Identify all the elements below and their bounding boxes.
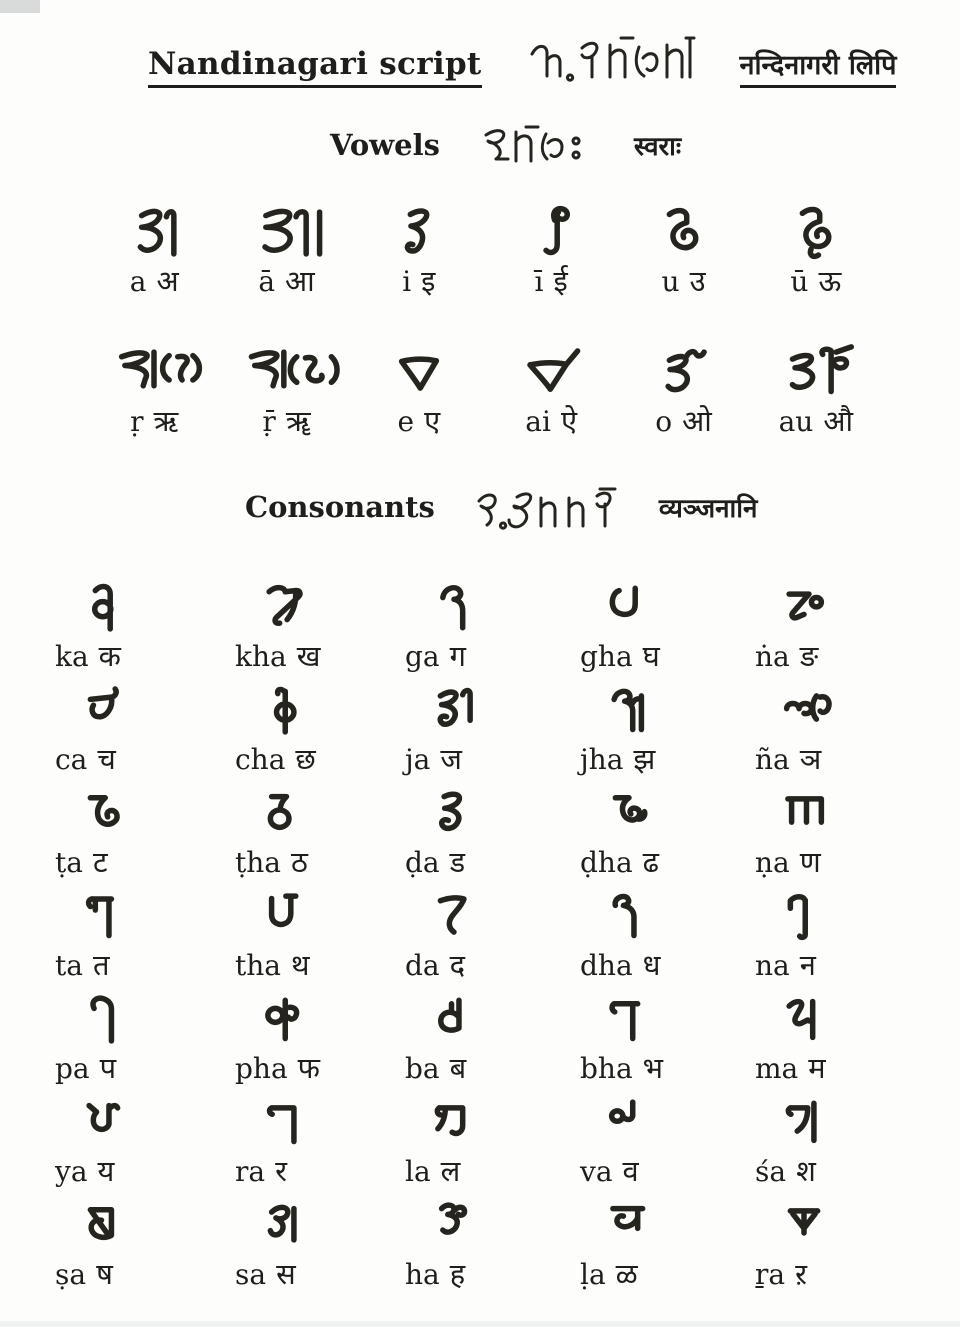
transliteration-text: ma [755,1052,799,1086]
letter-label [55,1155,114,1188]
devanagari-letter: क [98,639,121,674]
letter-cell-ū [750,204,882,298]
nandinagari-glyph-ttha [253,785,315,843]
nandinagari-glyph-ra [253,1094,315,1152]
letter-cell-ba [405,983,580,1086]
letter-label [755,1155,816,1188]
transliteration-text: dha [580,949,633,983]
transliteration-text: ṭa [55,846,83,880]
letter-label [405,1155,460,1188]
letter-label [525,405,577,438]
nandinagari-glyph-e [388,344,450,402]
letter-cell-na [755,880,960,983]
devanagari-letter: छ [295,742,316,777]
letter-label [398,405,441,438]
transliteration-text: kha [235,640,287,674]
devanagari-letter: व [622,1154,639,1189]
nandinagari-glyph-i [388,204,450,262]
nandinagari-glyph-rrv [232,344,340,402]
letter-label [580,1258,638,1291]
devanagari-letter: ए [424,404,441,439]
vowels-heading-devanagari: स्वराः [633,132,682,162]
devanagari-letter: ॠ [285,404,311,439]
nandinagari-glyph-ja [423,682,485,740]
letter-label [580,846,659,879]
devanagari-letter: ग [449,639,466,674]
letter-cell-ḍa [405,777,580,880]
letter-label [405,640,466,673]
consonants-heading-handwritten-glyph [473,481,621,533]
nandinagari-glyph-ssa [73,1197,135,1255]
transliteration-text: ṇa [755,846,790,880]
transliteration-text: tha [235,949,281,983]
devanagari-letter: च [97,742,116,777]
consonants-heading-row [0,481,960,533]
letter-cell-i [353,204,485,298]
devanagari-letter: ऱ [795,1257,807,1292]
letter-cell-tha [235,880,405,983]
letter-label [755,949,816,982]
letter-cell-ṝ [220,344,352,438]
transliteration-text: da [405,949,440,983]
transliteration-text: ga [405,640,440,674]
transliteration-text: ḍha [580,846,633,880]
letter-label [535,265,568,298]
letter-cell-ṅa [755,571,960,674]
consonants-heading: Consonants [245,489,435,524]
letter-cell-o [617,344,749,438]
nandinagari-glyph-pa [73,991,135,1049]
transliteration-text: ra [235,1155,266,1189]
nandinagari-glyph-ma [773,991,835,1049]
devanagari-letter: ण [799,845,821,880]
nandinagari-glyph-aa [244,204,328,262]
letter-label [580,1052,663,1085]
letter-cell-ṭa [55,777,235,880]
devanagari-letter: उ [689,264,706,298]
letter-cell-ca [55,674,235,777]
devanagari-letter: ट [92,845,108,880]
letter-cell-ai [485,344,617,438]
letter-label [235,846,308,879]
letter-cell-ṣa [55,1189,235,1292]
devanagari-letter: ऊ [818,264,842,298]
letter-label [55,1258,113,1291]
nandinagari-glyph-rra [773,1197,835,1255]
devanagari-letter: ऋ [153,404,179,439]
letter-cell-ṇa [755,777,960,880]
transliteration-text: jha [580,743,624,777]
devanagari-letter: ल [440,1154,461,1189]
letter-cell-bha [580,983,755,1086]
transliteration-text: la [405,1155,431,1189]
devanagari-letter: फ [297,1051,321,1086]
devanagari-letter: त [92,948,110,983]
consonants-heading-devanagari: व्यञ्जनानि [658,493,758,524]
letter-label [55,1052,116,1085]
letter-cell-ā [220,204,352,298]
transliteration-text: śa [755,1155,787,1189]
nandinagari-glyph-o [652,344,714,402]
letter-label [55,846,108,879]
nandinagari-glyph-u [652,204,714,262]
nandinagari-glyph-dda [423,785,485,843]
letter-label [55,949,109,982]
letter-label [130,265,179,298]
nandinagari-glyph-nna [773,785,835,843]
devanagari-letter: औ [823,404,854,439]
letter-cell-ya [55,1086,235,1189]
letter-cell-ha [405,1189,580,1292]
transliteration-text: gha [580,640,633,674]
vowels-heading-handwritten-glyph [478,122,596,168]
transliteration-text: e [397,405,415,439]
letter-cell-ḷa [580,1189,755,1292]
transliteration-text: i [402,265,412,298]
page-title-devanagari: नन्दिनागरी लिपि [740,50,897,88]
devanagari-letter: ङ [799,639,819,674]
letter-cell-pha [235,983,405,1086]
letter-label [790,265,841,298]
nandinagari-glyph-ya [73,1094,135,1152]
nandinagari-glyph-ii [520,204,582,262]
nandinagari-glyph-kha [253,579,315,637]
transliteration-text: ī [534,265,544,298]
nandinagari-glyph-ha [423,1197,485,1255]
nandinagari-glyph-na [773,888,835,946]
devanagari-letter: ळ [615,1257,638,1292]
letter-cell-ṟa [755,1189,960,1292]
letter-label [235,743,316,776]
nandinagari-glyph-nga [773,579,835,637]
letter-cell-ña [755,674,960,777]
letter-cell-sa [235,1189,405,1292]
transliteration-text: ha [405,1258,440,1292]
devanagari-letter: ढ [642,845,659,880]
nandinagari-glyph-bha [598,991,660,1049]
letter-cell-ja [405,674,580,777]
letter-label [235,1052,320,1085]
transliteration-text: ba [405,1052,440,1086]
letter-label [405,743,462,776]
transliteration-text: ai [525,405,551,439]
transliteration-text: ya [55,1155,88,1189]
scan-edge-artifact [0,0,40,13]
page-title: Nandinagari script [148,47,482,88]
nandinagari-glyph-cha [253,682,315,740]
transliteration-text: a [129,265,147,298]
transliteration-text: na [755,949,790,983]
transliteration-text: ṛ [130,405,144,439]
devanagari-letter: ब [449,1051,467,1086]
letter-label [258,265,314,298]
transliteration-text: ca [55,743,88,777]
transliteration-text: cha [235,743,286,777]
transliteration-text: va [580,1155,613,1189]
nandinagari-glyph-sha [773,1094,835,1152]
nandinagari-glyph-da [423,888,485,946]
letter-cell-a [88,204,220,298]
devanagari-letter: ड [449,845,466,880]
letter-label [405,846,465,879]
nandinagari-glyph-tta [73,785,135,843]
transliteration-text: ka [55,640,89,674]
letter-cell-va [580,1086,755,1189]
transliteration-text: ū [790,265,809,298]
letter-cell-u [617,204,749,298]
devanagari-letter: झ [633,742,656,777]
letter-cell-kha [235,571,405,674]
letter-cell-dha [580,880,755,983]
vowel-table [0,204,960,439]
letter-label [580,1155,639,1188]
devanagari-letter: ज [440,742,462,777]
vowels-heading: Vowels [330,128,440,162]
scan-edge-artifact-bottom [0,1321,960,1327]
devanagari-letter: न [799,948,816,983]
devanagari-letter: ष [96,1257,113,1292]
transliteration-text: sa [235,1258,267,1292]
nandinagari-glyph-tha [253,888,315,946]
devanagari-letter: ऐ [560,404,577,439]
letter-cell-e [353,344,485,438]
nandinagari-glyph-sa [253,1197,315,1255]
letter-cell-ṛ [88,344,220,438]
letter-cell-gha [580,571,755,674]
letter-label [755,846,821,879]
letter-label [580,640,660,673]
letter-label [55,743,116,776]
nandinagari-glyph-gha [598,579,660,637]
transliteration-text: ṣa [55,1258,87,1292]
letter-label [755,640,818,673]
devanagari-letter: द [449,948,466,983]
nandinagari-glyph-rv [100,344,208,402]
nandinagari-glyph-ddha [598,785,660,843]
letter-label [755,1258,807,1291]
letter-label [130,405,178,438]
nandinagari-glyph-uu [785,204,847,262]
letter-cell-cha [235,674,405,777]
transliteration-text: ṟa [755,1258,786,1292]
nandinagari-glyph-lla [598,1197,660,1255]
letter-label [580,743,655,776]
devanagari-letter: थ [290,948,310,983]
nandinagari-glyph-va [598,1094,660,1152]
devanagari-letter: घ [642,639,660,674]
title-nandinagari-handwritten-glyph [526,30,696,88]
letter-label [580,949,661,982]
nandinagari-glyph-ai [516,344,586,402]
transliteration-text: au [778,405,814,439]
devanagari-letter: भ [642,1051,664,1086]
transliteration-text: ḷa [580,1258,606,1292]
transliteration-text: ta [55,949,83,983]
transliteration-text: o [655,405,673,439]
consonant-table [0,571,960,1292]
letter-cell-ī [485,204,617,298]
nandinagari-glyph-a [123,204,185,262]
transliteration-text: pa [55,1052,90,1086]
nandinagari-glyph-au [774,344,858,402]
letter-label [235,949,310,982]
devanagari-letter: अ [156,264,179,298]
devanagari-letter: ई [553,264,568,298]
devanagari-letter: ओ [682,404,712,439]
letter-cell-ta [55,880,235,983]
letter-label [235,1155,287,1188]
nandinagari-glyph-jha [598,682,660,740]
letter-cell-ra [235,1086,405,1189]
nandinagari-glyph-ca [73,682,135,740]
nandinagari-glyph-pha [253,991,315,1049]
nandinagari-glyph-ga [423,579,485,637]
transliteration-text: ṅa [755,640,790,674]
letter-label [405,1052,466,1085]
nandinagari-glyph-ba [423,991,485,1049]
transliteration-text: ṭha [235,846,281,880]
devanagari-letter: श [796,1154,816,1189]
letter-cell-pa [55,983,235,1086]
letter-cell-au [750,344,882,438]
devanagari-letter: ध [642,948,661,983]
letter-label [55,640,121,673]
letter-cell-da [405,880,580,983]
letter-cell-ka [55,571,235,674]
letter-cell-ḍha [580,777,755,880]
transliteration-text: ā [258,265,276,298]
transliteration-text: pha [235,1052,288,1086]
devanagari-letter: आ [285,264,315,298]
letter-label [755,1052,826,1085]
letter-cell-ṭha [235,777,405,880]
letter-label [235,640,320,673]
nandinagari-glyph-la [423,1094,485,1152]
nandinagari-glyph-ta [73,888,135,946]
devanagari-letter: म [808,1051,826,1086]
page-header [0,0,960,88]
devanagari-letter: इ [421,264,436,298]
nandinagari-glyph-nya [773,682,835,740]
letter-label [235,1258,296,1291]
letter-cell-śa [755,1086,960,1189]
devanagari-letter: य [97,1154,115,1189]
letter-label [755,743,821,776]
devanagari-letter: प [99,1051,117,1086]
transliteration-text: bha [580,1052,633,1086]
devanagari-letter: र [275,1154,287,1189]
nandinagari-glyph-ka [73,579,135,637]
letter-label [262,405,310,438]
devanagari-letter: ञ [799,742,822,777]
devanagari-letter: ह [449,1257,466,1292]
transliteration-text: u [661,265,680,298]
devanagari-letter: ख [296,639,321,674]
letter-label [402,265,435,298]
letter-label [779,405,853,438]
transliteration-text: ña [755,743,790,777]
devanagari-letter: स [276,1257,296,1292]
letter-cell-ma [755,983,960,1086]
transliteration-text: ḍa [405,846,440,880]
devanagari-letter: ठ [290,845,308,880]
letter-label [405,1258,465,1291]
letter-label [405,949,465,982]
transliteration-text: ja [405,743,431,777]
letter-cell-jha [580,674,755,777]
transliteration-text: ṝ [262,405,276,439]
nandinagari-glyph-dha [598,888,660,946]
letter-label [662,265,706,298]
letter-cell-la [405,1086,580,1189]
letter-label [655,405,712,438]
letter-cell-ga [405,571,580,674]
vowels-heading-row [0,122,960,168]
